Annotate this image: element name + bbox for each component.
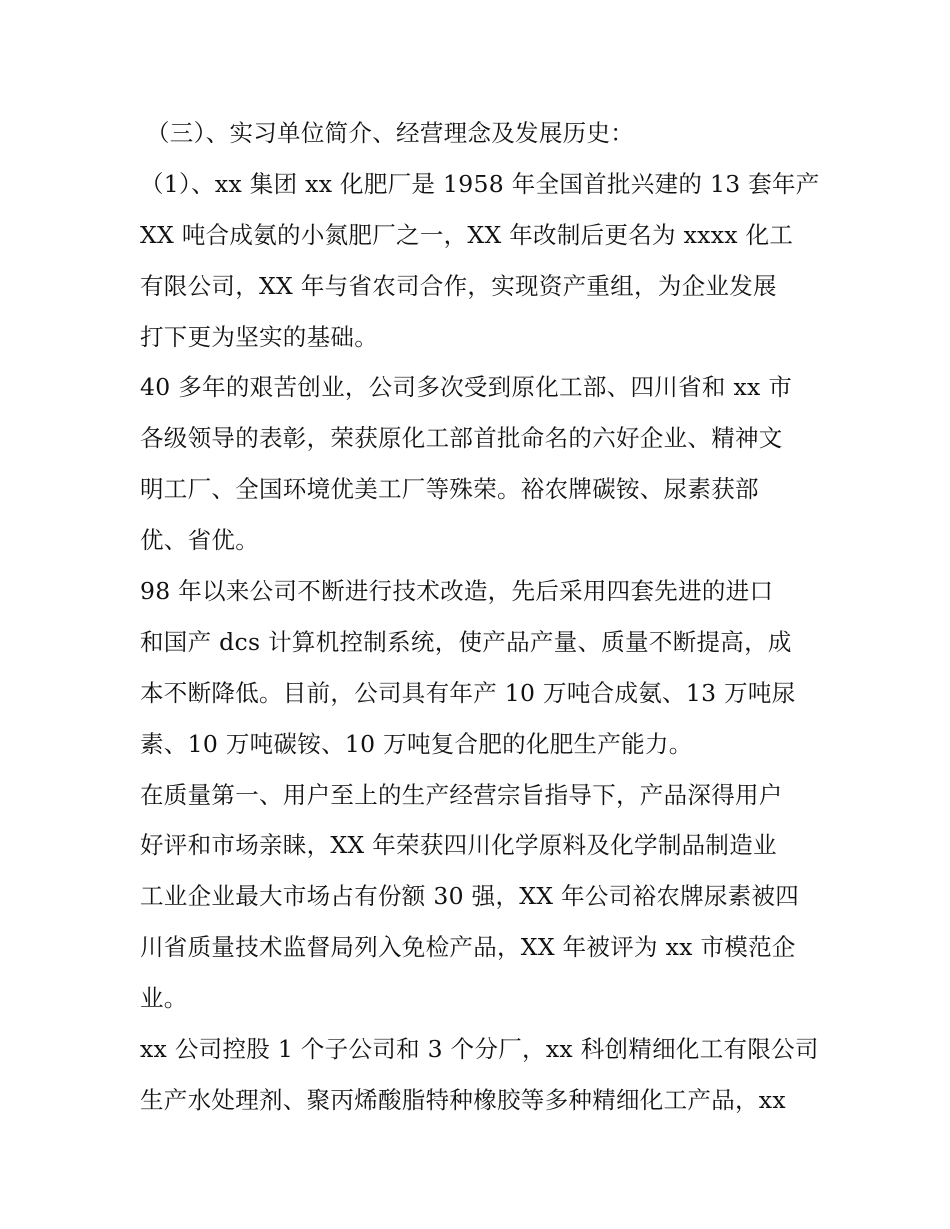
paragraph <box>140 566 820 770</box>
text-line: 工业企业最大市场占有份额 30 强，XX 年公司裕农牌尿素被四 <box>140 882 800 911</box>
paragraph <box>140 770 820 1024</box>
text-line: 98 年以来公司不断进行技术改造，先后采用四套先进的进口 <box>140 577 774 606</box>
paragraph <box>140 159 820 363</box>
text-line: 明工厂、全国环境优美工厂等殊荣。裕农牌碳铵、尿素获部 <box>140 475 759 504</box>
section-heading: （三）、实习单位简介、经营理念及发展历史： <box>146 119 635 147</box>
text-line: （1）、xx 集团 xx 化肥厂是 1958 年全国首批兴建的 13 套年产 <box>140 169 820 198</box>
document-page <box>140 108 820 1126</box>
paragraph <box>140 362 820 566</box>
text-line: 优、省优。 <box>140 526 259 555</box>
text-line: 40 多年的艰苦创业，公司多次受到原化工部、四川省和 xx 市 <box>140 373 793 402</box>
text-line: XX 吨合成氨的小氮肥厂之一，XX 年改制后更名为 xxxx 化工 <box>140 220 794 249</box>
text-line: 好评和市场亲睐，XX 年荣获四川化学原料及化学制品制造业 <box>140 831 777 860</box>
text-line: 川省质量技术监督局列入免检产品，XX 年被评为 xx 市模范企 <box>140 933 796 962</box>
text-line: 打下更为坚实的基础。 <box>140 322 378 351</box>
text-line: 生产水处理剂、聚丙烯酸脂特种橡胶等多种精细化工产品，xx <box>140 1085 786 1114</box>
document-body <box>140 159 820 1126</box>
paragraph <box>140 1024 820 1126</box>
text-line: 有限公司，XX 年与省农司合作，实现资产重组，为企业发展 <box>140 271 777 300</box>
text-line: xx 公司控股 1 个子公司和 3 个分厂，xx 科创精细化工有限公司 <box>140 1035 819 1064</box>
text-line: 在质量第一、用户至上的生产经营宗旨指导下，产品深得用户 <box>140 780 783 809</box>
text-line: 各级领导的表彰，荣获原化工部首批命名的六好企业、精神文 <box>140 424 783 453</box>
text-line: 本不断降低。目前，公司具有年产 10 万吨合成氨、13 万吨尿 <box>140 678 796 707</box>
text-line: 和国产 dcs 计算机控制系统，使产品产量、质量不断提高，成 <box>140 627 792 656</box>
text-line: 业。 <box>140 984 188 1013</box>
text-line: 素、10 万吨碳铵、10 万吨复合肥的化肥生产能力。 <box>140 729 693 758</box>
